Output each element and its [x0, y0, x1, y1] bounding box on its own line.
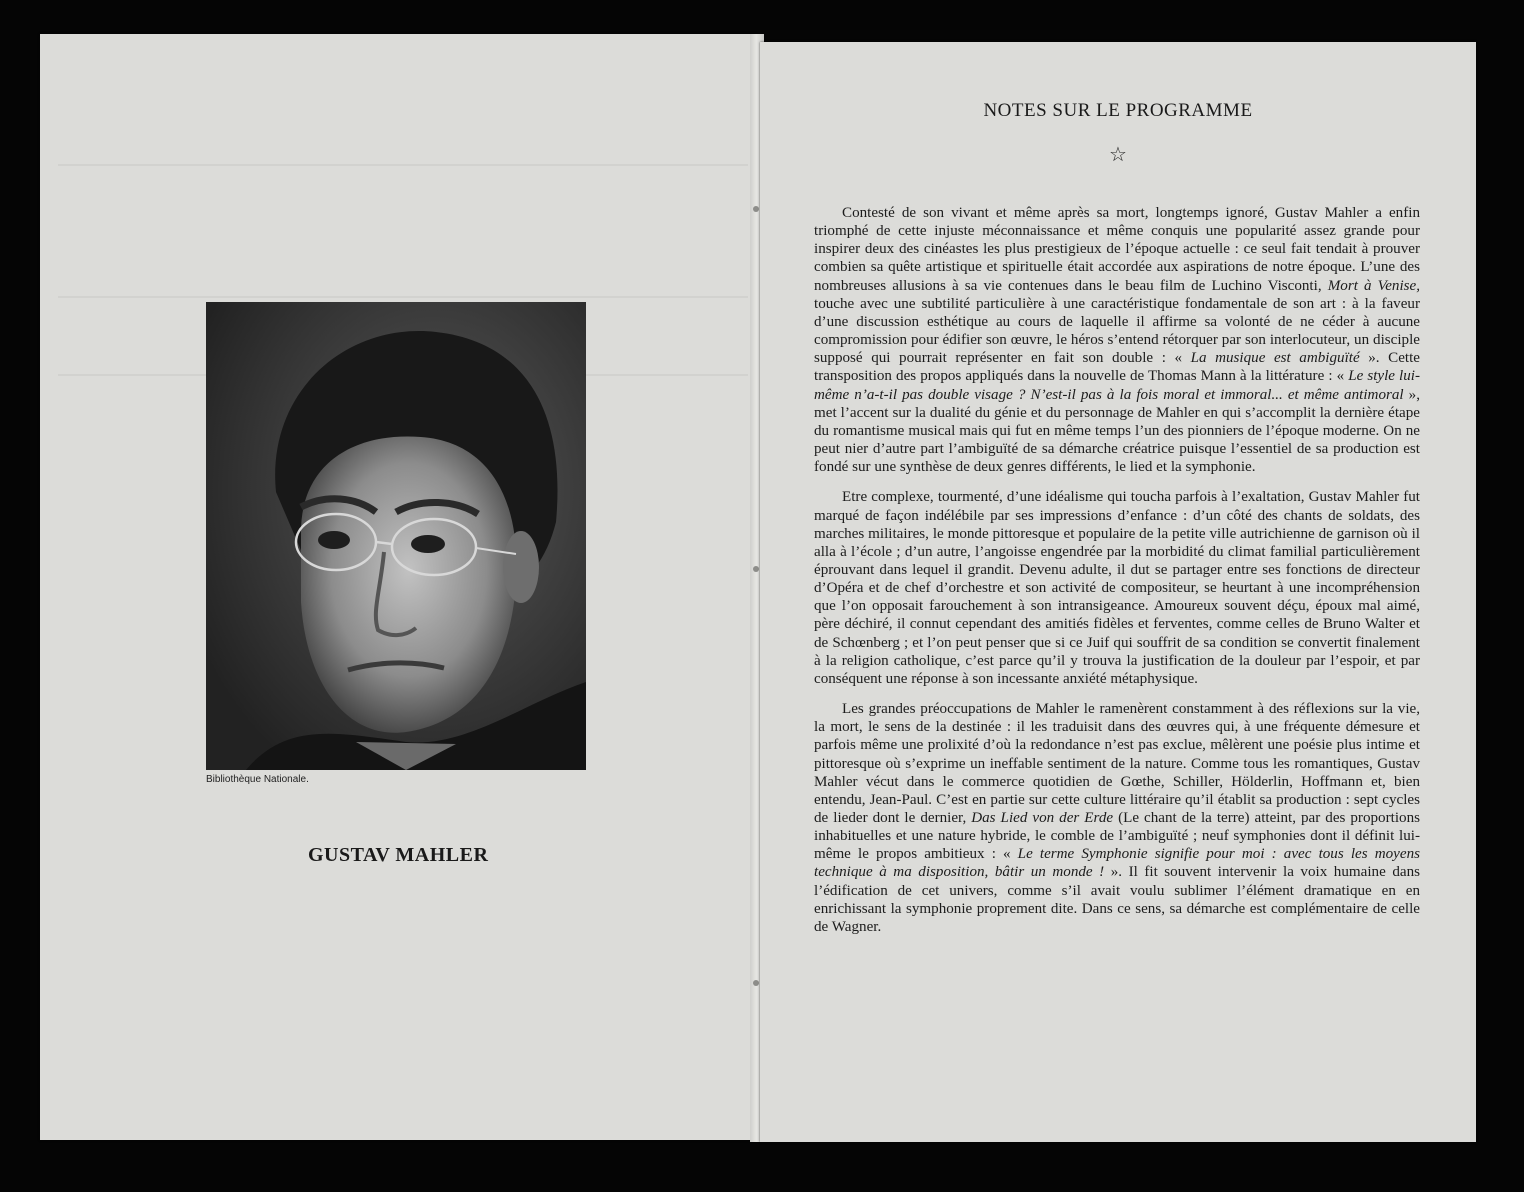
binding-mark	[753, 980, 759, 986]
paragraph	[814, 488, 1420, 688]
star-ornament-icon: ☆	[1109, 144, 1127, 166]
show-through-rule	[58, 164, 748, 166]
italic-run: Le terme Symphonie signifie pour moi : avec tous les moyens technique à ma disposition, bâtir un monde !	[814, 846, 1420, 881]
photo-credit-caption: Bibliothèque Nationale.	[206, 774, 309, 785]
text-run: (Le chant de la terre) atteint, par des proportions inhabituelles et une nature hybride, le comble de l’ambiguïté ; neuf symphonies dont il définit lui-même le propos ambitieux : «	[814, 810, 1420, 863]
text-run: Les grandes préoccupations de Mahler le ramenèrent constamment à des réflexions sur la vie, la mort, le sens de la destinée : il les traduisit dans des œuvres qui, à une fréquente démesure et parfois même une prolixité d’où la redondance n’est pas exclue, mêlèrent une poésie plus intime et pittoresque où s’exprime un ineffable sentiment de la nature. Comme tous les romantiques, Gustav Mahler vécut dans le commerce quotidien de Gœthe, Schiller, Hölderlin, Hoffmann et, bien entendu, Jean-Paul. C’est en partie sur cette culture littéraire qu’il établit sa production : sept cycles de lieder dont le dernier,	[814, 701, 1420, 826]
text-run: ». Cette transposition des propos appliqués dans la nouvelle de Thomas Mann à la littérature : «	[814, 350, 1420, 385]
italic-run: Le style lui-même n’a-t-il pas double visage ? N’est-il pas à la fois moral et immoral... et même antimoral	[814, 368, 1421, 403]
portrait-image	[206, 302, 586, 770]
text-run: touche avec une subtilité particulière à une caractéristique fondamentale de son art : à la faveur d’une discussion esthétique au cours de laquelle il affirme sa volonté de ne céder à aucune compromission pour édifier son œuvre, le héros s’entend rétorquer par son interlocuteur, un disciple supposé qui pourrait représenter en fait son double : «	[814, 295, 1420, 367]
binding-mark	[753, 206, 759, 212]
portrait-subject-name: GUSTAV MAHLER	[308, 844, 489, 866]
right-page	[760, 42, 1476, 1142]
notes-title: NOTES SUR LE PROGRAMME	[983, 100, 1253, 121]
text-run: », met l’accent sur la dualité du génie et du personnage de Mahler en qui s’accomplit la dernière étape du romantisme musical mais qui fut en même temps l’un des pionniers de l’époque moderne. On ne peut nier d’autre part l’ambiguïté de sa démarche créatrice puisque l’essentiel de sa production est fondé sur une synthèse de deux genres différents, le lied et la symphonie.	[814, 386, 1420, 476]
italic-run: Das Lied von der Erde	[971, 810, 1114, 826]
mahler-portrait-photo	[206, 302, 586, 770]
italic-run: Mort à Venise,	[1327, 277, 1420, 294]
text-run: ». Il fit souvent intervenir la voix humaine dans l’édification de cet univers, comme s’il avait voulu sublimer l’élément dramatique en en enrichissant la symphonie proprement dite. Dans ce sens, sa démarche est complémentaire de celle de Wagner.	[814, 864, 1420, 935]
paragraph	[814, 700, 1420, 936]
program-notes-body	[814, 204, 1420, 948]
left-page	[40, 34, 756, 1140]
italic-run: La musique est ambiguïté	[1190, 350, 1360, 367]
paragraph	[814, 204, 1420, 476]
binding-mark	[753, 566, 759, 572]
show-through-rule	[58, 296, 748, 298]
text-run: Contesté de son vivant et même après sa mort, longtemps ignoré, Gustav Mahler a enfin triomphé de cette injuste méconnaissance et même conquis une popularité assez grande pour inspirer deux des cinéastes les plus prestigieux de l’époque actuelle : ce seul fait tendait à prouver combien sa quête artistique et spirituelle était accordée aux aspirations de notre époque. L’une des nombreuses allusions à sa vie contenues dans le beau film de Luchino Visconti,	[814, 205, 1420, 294]
text-run: Etre complexe, tourmenté, d’une idéalisme qui toucha parfois à l’exaltation, Gustav Mahler fut marqué de façon indélébile par ses impressions d’enfance : d’un côté des chants de soldats, des marches militaires, le monde pittoresque et populaire de la petite ville autrichienne de garnison où il alla à l’école ; d’un autre, l’angoisse engendrée par la morbidité du climat familial particulièrement éprouvant dans lequel il grandit. Devenu adulte, il dut se partager entre ses fonctions de directeur d’Opéra et de chef d’orchestre et son activité de compositeur, se heurtant à une incompréhension que l’on opposait farouchement à son intransigeance. Amoureux souvent déçu, époux mal aimé, père déchiré, il connut cependant des amitiés fidèles et ferventes, comme celles de Bruno Walter et de Schœnberg ; et l’on peut penser que si ce Juif qui souffrit de sa condition se convertit finalement à la religion catholique, c’est parce qu’il y trouva la justification de la douleur par l’espoir, et par conséquent une réponse à son incessante anxiété métaphysique.	[814, 489, 1420, 687]
